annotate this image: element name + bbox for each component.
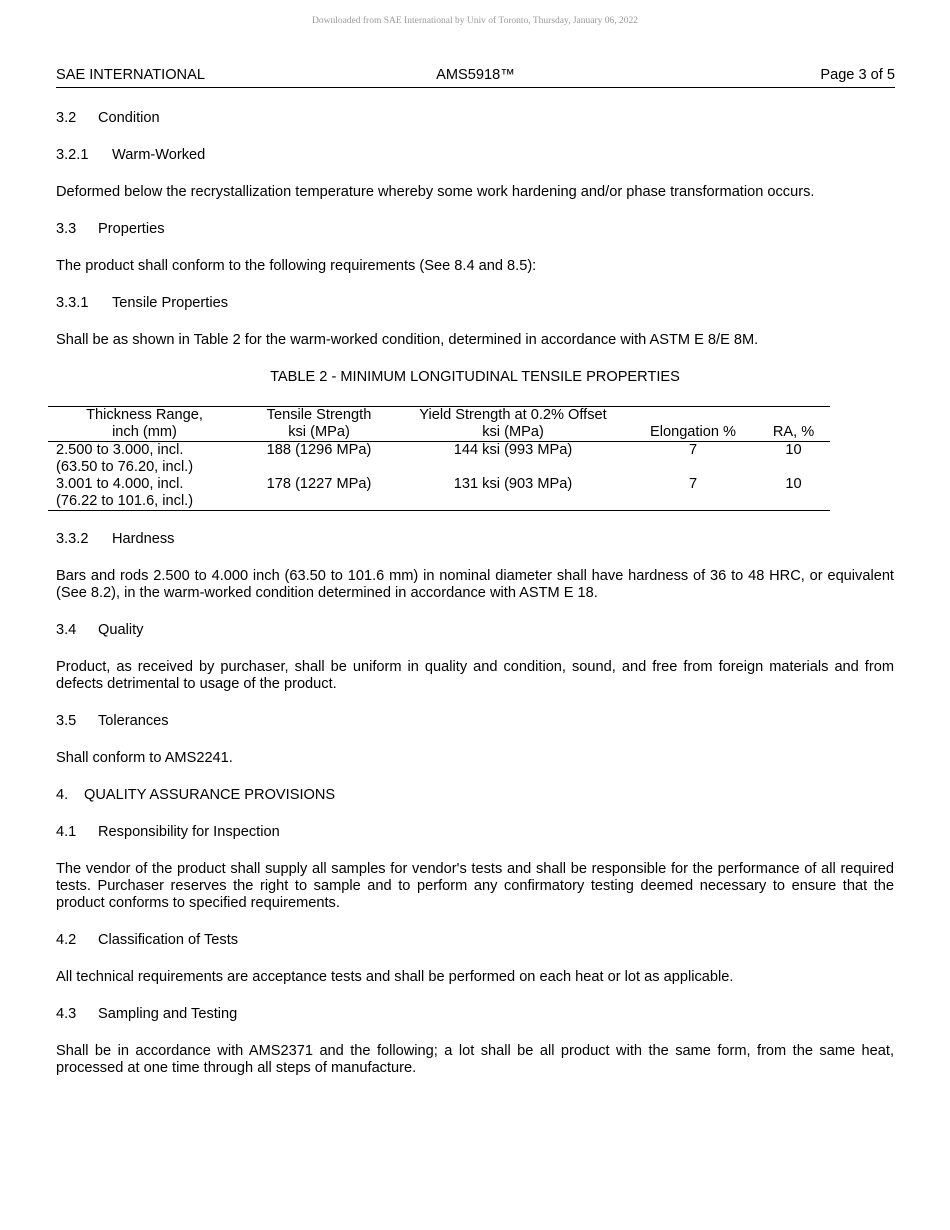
section-text-3-2-1: Deformed below the recrystallization temperature whereby some work hardening and/or phase transformation occurs. <box>56 184 815 200</box>
cell-thickness <box>48 442 241 477</box>
tensile-properties-table <box>48 406 830 511</box>
section-text-4-3: Shall be in accordance with AMS2371 and the following; a lot shall be all product with the same form, from the same heat, processed at one time through all steps of manufacture. <box>56 1043 894 1076</box>
header-page-number: Page 3 of 5 <box>820 67 895 83</box>
section-heading-4 <box>56 787 894 804</box>
section-heading-4-2 <box>56 932 894 949</box>
section-heading-4-3 <box>56 1006 894 1023</box>
section-heading-3-3 <box>56 221 894 238</box>
section-title: Sampling and Testing <box>98 1006 238 1022</box>
section-heading-3-3-1 <box>56 295 894 312</box>
section-title: Properties <box>98 221 165 237</box>
section-title: Quality <box>98 622 144 638</box>
header-thickness <box>48 407 241 442</box>
cell-thickness <box>48 476 241 511</box>
cell-elongation: 7 <box>688 442 698 458</box>
section-text-3-3: The product shall conform to the following requirements (See 8.4 and 8.5): <box>56 258 537 274</box>
cell-tensile: 188 (1296 MPa) <box>266 442 372 458</box>
document-body <box>56 110 894 1097</box>
section-text-3-3-2: Bars and rods 2.500 to 4.000 inch (63.50 to 101.6 mm) in nominal diameter shall have hardness of 36 to 48 HRC, or equivalent (See 8.2), in the warm-worked condition determined in accordance with ASTM E 18. <box>56 568 894 601</box>
header-line: ksi (MPa) <box>288 424 350 440</box>
section-title: Condition <box>98 110 160 126</box>
cell-line: (63.50 to 76.20, incl.) <box>56 459 194 475</box>
section-number: 3.2 <box>56 110 77 126</box>
header-tensile <box>241 407 397 442</box>
section-number: 4.2 <box>56 932 77 948</box>
cell-line: (76.22 to 101.6, incl.) <box>56 493 194 509</box>
section-title: Tolerances <box>98 713 169 729</box>
section-number: 3.4 <box>56 622 77 638</box>
cell-elongation: 7 <box>688 476 698 492</box>
section-text-4-1: The vendor of the product shall supply all samples for vendor's tests and shall be responsible for the performance of all required tests. Purchaser reserves the right to sample and to perform any confirmatory testing deemed necessary to ensure that the product conforms to specified requirements. <box>56 861 894 911</box>
table-row <box>48 476 830 511</box>
section-heading-3-3-2 <box>56 531 894 548</box>
section-title: Classification of Tests <box>98 932 239 948</box>
section-title: Responsibility for Inspection <box>98 824 280 840</box>
header-ra: RA, % <box>772 424 815 440</box>
section-number: 4.3 <box>56 1006 77 1022</box>
tensile-table-wrapper <box>56 406 894 511</box>
section-number: 4.1 <box>56 824 77 840</box>
cell-yield: 131 ksi (903 MPa) <box>453 476 573 492</box>
section-heading-3-2-1 <box>56 147 894 164</box>
download-watermark: Downloaded from SAE International by Univ of Toronto, Thursday, January 06, 2022 <box>311 16 639 26</box>
section-text-3-4: Product, as received by purchaser, shall be uniform in quality and condition, sound, and free from foreign materials and from defects detrimental to usage of the product. <box>56 659 894 692</box>
section-text-4-2: All technical requirements are acceptance tests and shall be performed on each heat or lot as applicable. <box>56 969 734 985</box>
header-line: Tensile Strength <box>266 407 372 423</box>
section-number: 3.2.1 <box>56 147 89 163</box>
header-line: Yield Strength at 0.2% Offset <box>419 407 607 423</box>
header-line: Thickness Range, <box>86 407 203 423</box>
section-title: QUALITY ASSURANCE PROVISIONS <box>84 787 336 803</box>
section-title: Hardness <box>112 531 175 547</box>
header-org: SAE INTERNATIONAL <box>56 67 205 83</box>
section-number: 4. <box>56 787 69 803</box>
section-number: 3.3.2 <box>56 531 89 547</box>
header-line: inch (mm) <box>112 424 177 440</box>
section-number: 3.5 <box>56 713 77 729</box>
table-row <box>48 442 830 477</box>
section-title: Warm-Worked <box>112 147 206 163</box>
section-number: 3.3 <box>56 221 77 237</box>
section-heading-3-2 <box>56 110 894 127</box>
cell-ra: 10 <box>785 442 802 458</box>
section-heading-3-5 <box>56 713 894 730</box>
cell-line: 3.001 to 4.000, incl. <box>56 476 184 492</box>
cell-line: 2.500 to 3.000, incl. <box>56 442 184 458</box>
cell-tensile: 178 (1227 MPa) <box>266 476 372 492</box>
section-heading-3-4 <box>56 622 894 639</box>
cell-yield: 144 ksi (993 MPa) <box>453 442 573 458</box>
section-number: 3.3.1 <box>56 295 89 311</box>
header-elongation: Elongation % <box>649 424 736 440</box>
header-line: ksi (MPa) <box>482 424 544 440</box>
header-doc-number: AMS5918™ <box>436 67 515 83</box>
section-heading-4-1 <box>56 824 894 841</box>
section-text-3-5: Shall conform to AMS2241. <box>56 750 233 766</box>
page-header <box>56 67 895 88</box>
table-header-row <box>48 407 830 442</box>
section-title: Tensile Properties <box>112 295 228 311</box>
table-title: TABLE 2 - MINIMUM LONGITUDINAL TENSILE PROPERTIES <box>270 369 680 385</box>
header-yield <box>397 407 629 442</box>
section-text-3-3-1: Shall be as shown in Table 2 for the warm-worked condition, determined in accordance with ASTM E 8/E 8M. <box>56 332 759 348</box>
cell-ra: 10 <box>785 476 802 492</box>
